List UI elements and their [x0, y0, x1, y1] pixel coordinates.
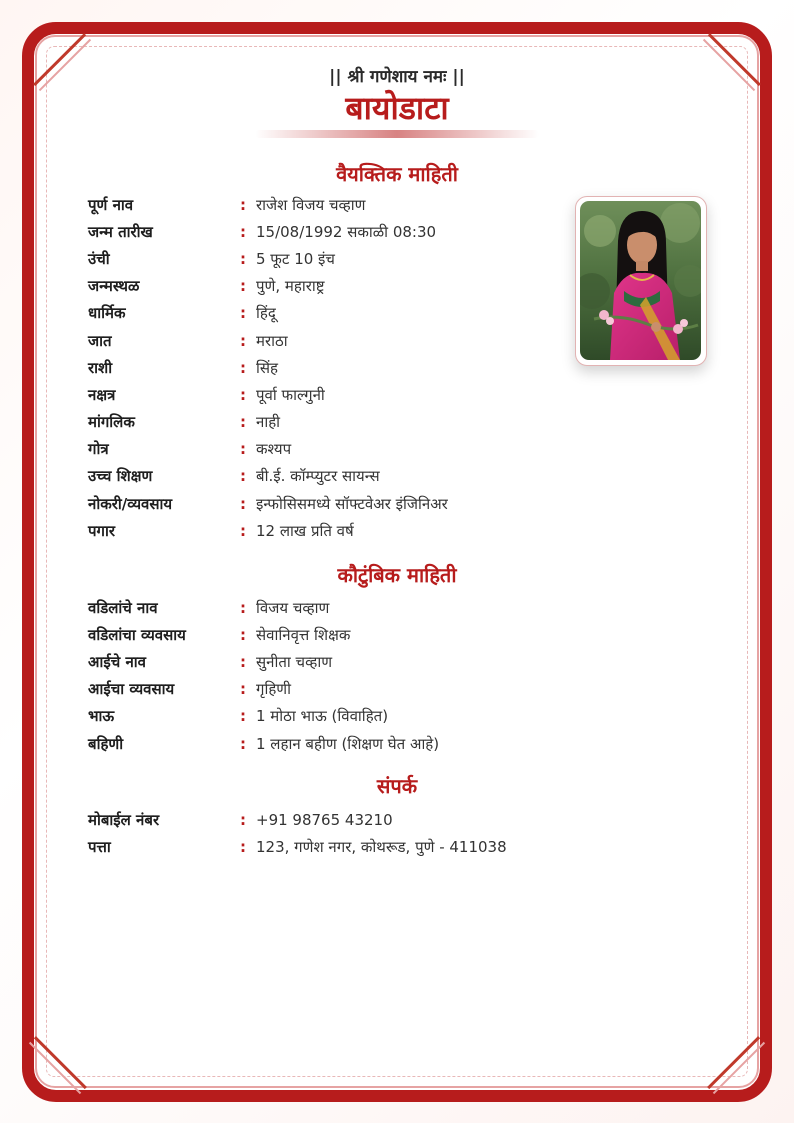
- row-label: पूर्ण नाव: [88, 195, 134, 214]
- row-label: गोत्र: [88, 440, 109, 459]
- row-value: सेवानिवृत्त शिक्षक: [256, 625, 351, 644]
- row-value: नाही: [256, 413, 281, 432]
- row-value: 123, गणेश नगर, कोथरूड, पुणे - 411038: [256, 837, 507, 856]
- row-label: जन्म तारीख: [88, 222, 153, 241]
- row-value: हिंदू: [256, 304, 276, 323]
- table-row: [88, 327, 558, 354]
- row-separator: :: [240, 222, 246, 241]
- row-value: सुनीता चव्हाण: [256, 652, 333, 671]
- title-underline: [255, 130, 539, 138]
- row-label: उच्च शिक्षण: [88, 467, 153, 486]
- table-row: [88, 436, 558, 463]
- section-heading-family: कौटुंबिक माहिती: [337, 563, 457, 587]
- table-row: [88, 648, 558, 675]
- row-value: इन्फोसिसमध्ये सॉफ्टवेअर इंजिनिअर: [256, 494, 448, 513]
- row-separator: :: [240, 734, 246, 753]
- row-value: पूर्वा फाल्गुनी: [256, 385, 325, 404]
- row-value: राजेश विजय चव्हाण: [256, 195, 366, 214]
- row-separator: :: [240, 837, 246, 856]
- table-row: [88, 594, 558, 621]
- row-label: जन्मस्थळ: [88, 277, 140, 296]
- table-row: [88, 354, 558, 381]
- table-row: [88, 703, 558, 730]
- row-value: मराठा: [256, 331, 288, 350]
- row-label: पगार: [88, 521, 115, 540]
- row-label: राशी: [88, 358, 113, 377]
- table-row: [88, 409, 558, 436]
- table-row: [88, 833, 558, 860]
- row-separator: :: [240, 440, 246, 459]
- row-separator: :: [240, 249, 246, 268]
- table-row: [88, 300, 558, 327]
- profile-photo-icon: [580, 201, 701, 360]
- family-details: [88, 594, 558, 757]
- row-label: वडिलांचे नाव: [88, 598, 158, 617]
- row-separator: :: [240, 625, 246, 644]
- row-label: पत्ता: [88, 837, 111, 856]
- table-row: [88, 806, 558, 833]
- table-row: [88, 463, 558, 490]
- row-label: धार्मिक: [88, 304, 126, 323]
- row-label: जात: [88, 331, 112, 350]
- row-value: 5 फूट 10 इंच: [256, 249, 335, 268]
- contact-details: [88, 806, 558, 860]
- row-label: भाऊ: [88, 707, 115, 726]
- row-label: आईचा व्यवसाय: [88, 680, 175, 699]
- section-heading-contact: संपर्क: [376, 774, 418, 798]
- row-value: 12 लाख प्रति वर्ष: [256, 521, 354, 540]
- row-value: पुणे, महाराष्ट्र: [256, 277, 325, 296]
- profile-photo: [580, 201, 701, 360]
- row-separator: :: [240, 385, 246, 404]
- table-row: [88, 273, 558, 300]
- table-row: [88, 490, 558, 517]
- row-label: नोकरी/व्यवसाय: [88, 494, 173, 513]
- table-row: [88, 191, 558, 218]
- section-heading-personal: वैयक्तिक माहिती: [336, 162, 458, 186]
- row-separator: :: [240, 277, 246, 296]
- row-separator: :: [240, 598, 246, 617]
- row-value: सिंह: [256, 358, 278, 377]
- row-separator: :: [240, 358, 246, 377]
- row-separator: :: [240, 652, 246, 671]
- row-separator: :: [240, 467, 246, 486]
- row-value: विजय चव्हाण: [256, 598, 330, 617]
- row-label: नक्षत्र: [88, 385, 116, 404]
- invocation-text: || श्री गणेशाय नमः ||: [329, 67, 465, 87]
- table-row: [88, 621, 558, 648]
- row-separator: :: [240, 195, 246, 214]
- table-row: [88, 676, 558, 703]
- table-row: [88, 245, 558, 272]
- table-row: [88, 517, 558, 544]
- table-row: [88, 218, 558, 245]
- table-row: [88, 381, 558, 408]
- table-row: [88, 730, 558, 757]
- personal-details: [88, 191, 558, 544]
- row-label: उंची: [88, 249, 110, 268]
- row-value: गृहिणी: [256, 680, 292, 699]
- row-label: वडिलांचा व्यवसाय: [88, 625, 186, 644]
- row-value: 1 मोठा भाऊ (विवाहित): [256, 707, 389, 726]
- row-label: मांगलिक: [88, 413, 135, 432]
- row-label: मोबाईल नंबर: [88, 810, 160, 829]
- row-separator: :: [240, 413, 246, 432]
- row-separator: :: [240, 304, 246, 323]
- row-separator: :: [240, 331, 246, 350]
- row-value: बी.ई. कॉम्प्युटर सायन्स: [256, 467, 380, 486]
- profile-photo-frame: [575, 196, 707, 366]
- row-label: आईचे नाव: [88, 652, 146, 671]
- row-value: 15/08/1992 सकाळी 08:30: [256, 222, 437, 241]
- row-value: 1 लहान बहीण (शिक्षण घेत आहे): [256, 734, 440, 753]
- row-value: +91 98765 43210: [256, 810, 393, 829]
- row-value: कश्यप: [256, 440, 292, 459]
- row-separator: :: [240, 521, 246, 540]
- row-label: बहिणी: [88, 734, 124, 753]
- row-separator: :: [240, 810, 246, 829]
- row-separator: :: [240, 494, 246, 513]
- row-separator: :: [240, 680, 246, 699]
- row-separator: :: [240, 707, 246, 726]
- page-title: बायोडाटा: [345, 89, 449, 127]
